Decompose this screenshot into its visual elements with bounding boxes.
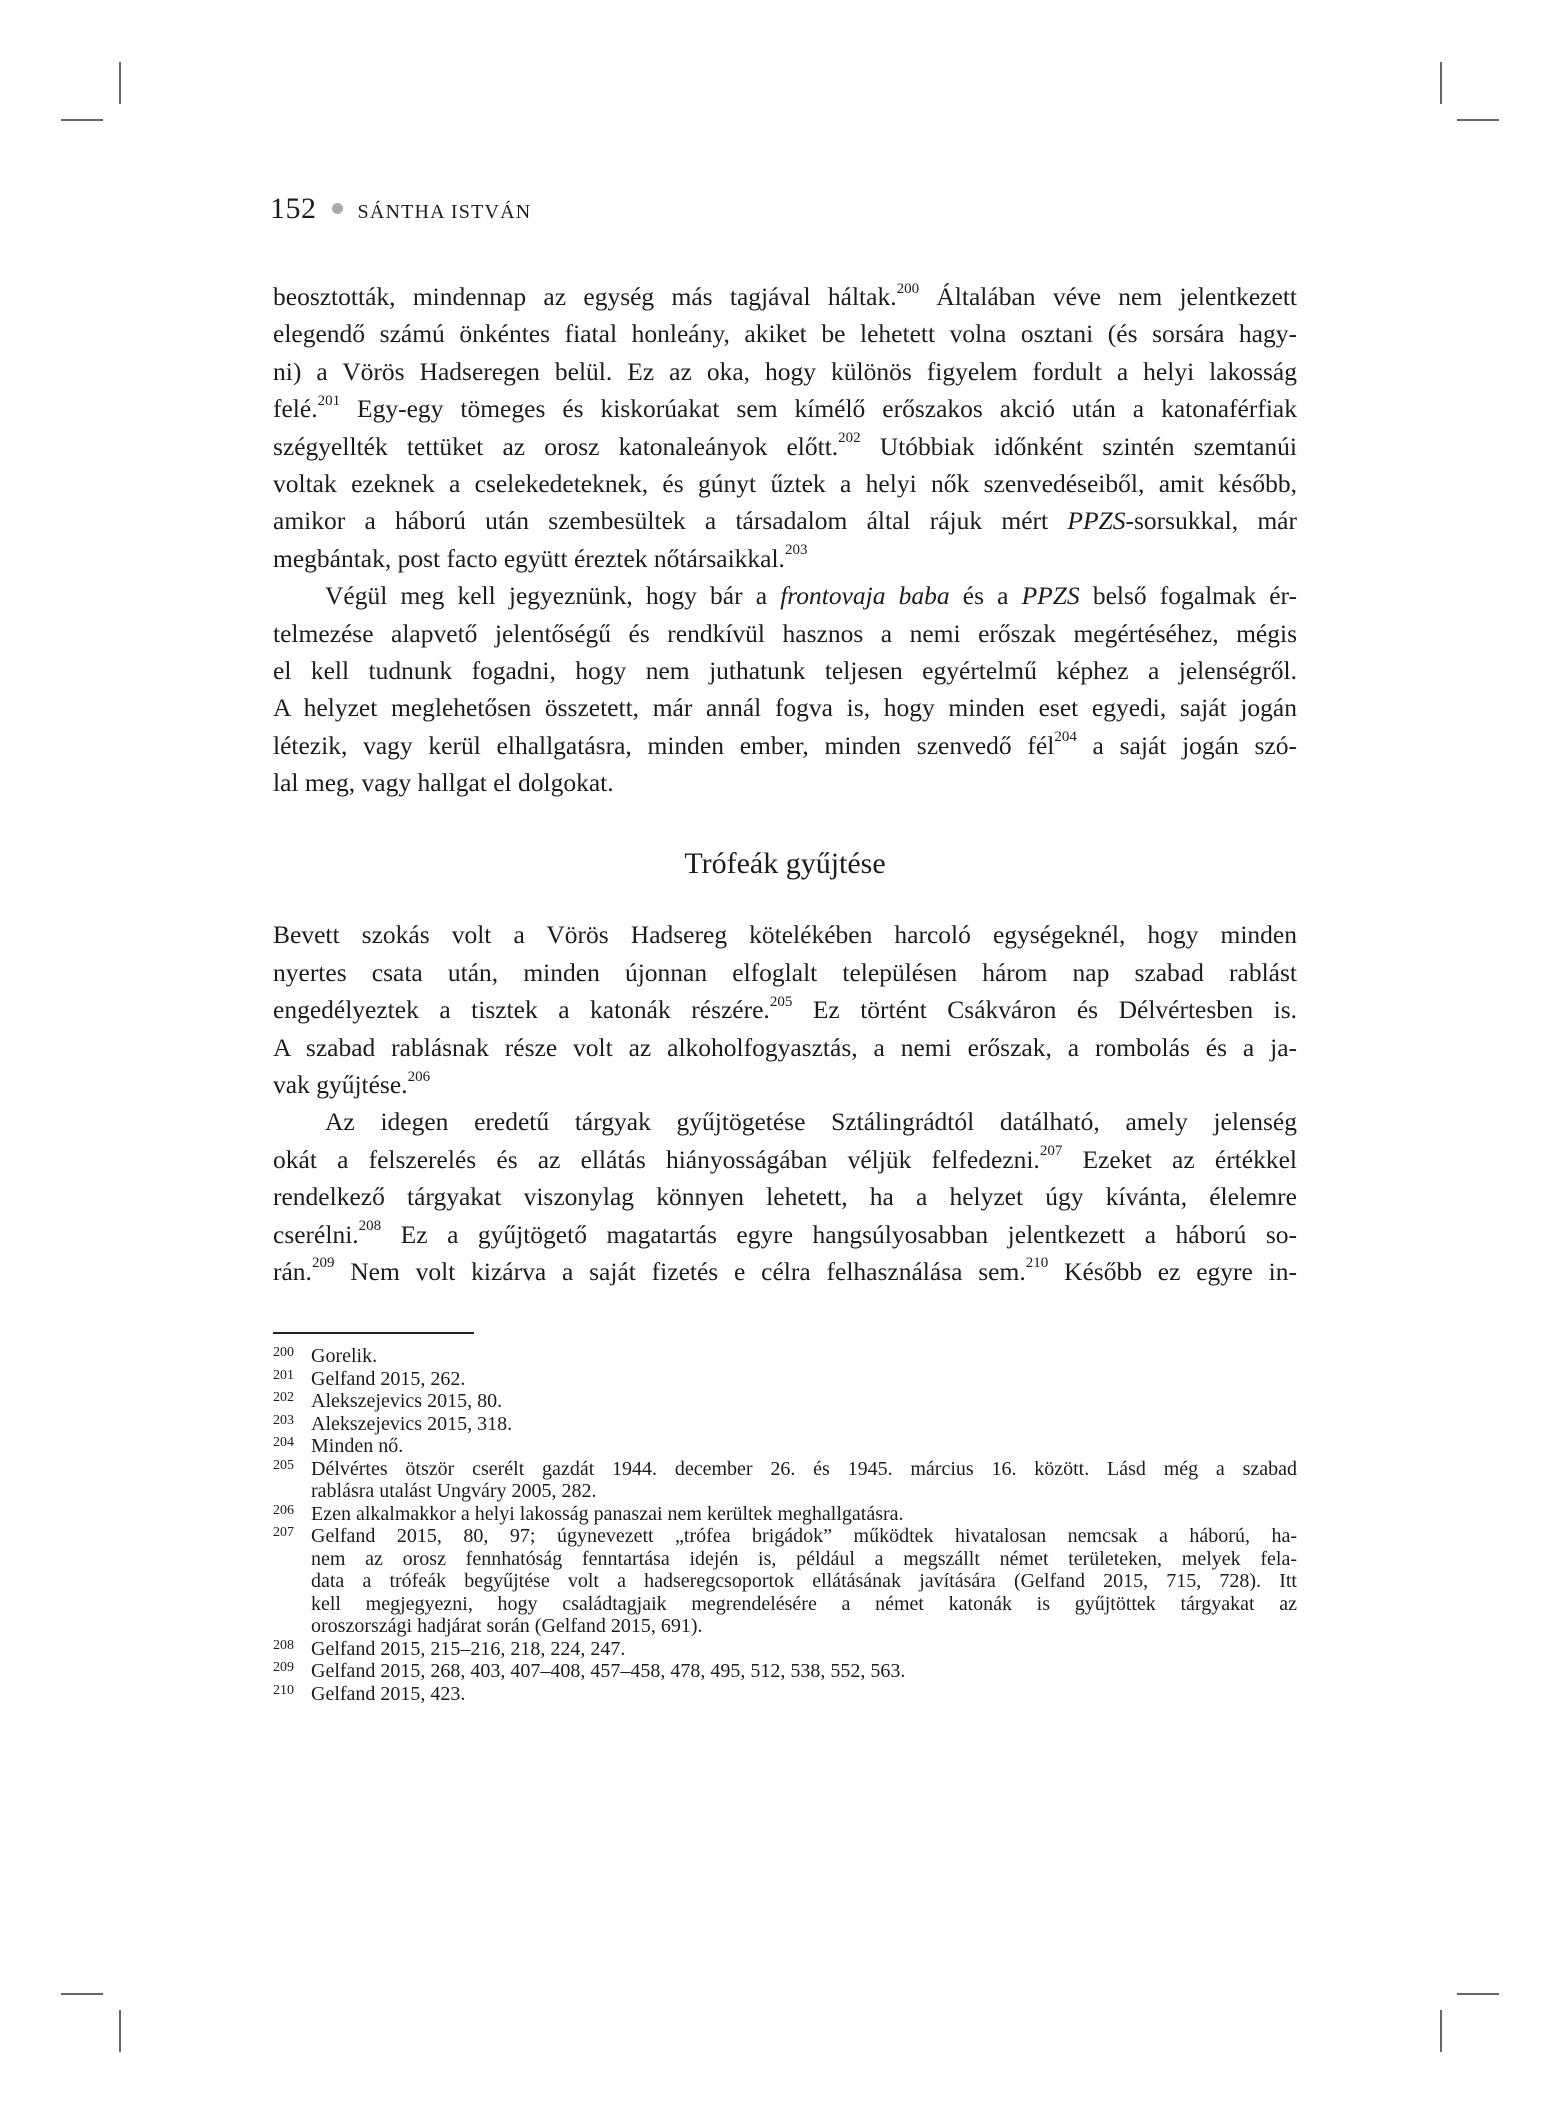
text-run: Általában véve nem jelentkezett (919, 282, 1297, 311)
footnote-item (273, 1345, 1297, 1368)
crop-mark-top-right-horizontal (1457, 119, 1499, 121)
text-run: felé. (273, 394, 318, 424)
text-run: Egy-egy tömeges és kiskorúakat sem kímélő erőszakos akció után a katonaférfiak (340, 394, 1297, 424)
footnote-line: Gelfand 2015, 215–216, 218, 224, 247. (311, 1637, 626, 1660)
footnote-line: Ezen alkalmakkor a helyi lakosság panaszai nem kerültek meghallgatásra. (311, 1502, 904, 1525)
text-line (273, 278, 1297, 315)
text-run: Végül meg kell jegyeznünk, hogy bár a (325, 581, 781, 611)
footnote-number: 203 (273, 1412, 294, 1428)
footnote-separator-rule (273, 1332, 474, 1334)
text-run: Ez a gyűjtögető magatartás egyre hangsúlyosabban jelentkezett a háború so- (381, 1219, 1297, 1249)
text-run: engedélyeztek a tisztek a katonák részére. (273, 995, 770, 1025)
text-run: amikor a háború után szembesültek a társadalom által rájuk mért (273, 506, 1068, 536)
crop-mark-top-left-horizontal (61, 119, 103, 121)
footnote-number: 202 (273, 1390, 294, 1405)
text-line (273, 954, 1297, 991)
text-line (273, 991, 1297, 1028)
footnote-item (273, 1638, 1297, 1661)
running-head (270, 192, 531, 226)
text-run: a saját jogán szó- (1076, 730, 1297, 760)
text-line (273, 1178, 1297, 1215)
text-run: -sorsukkal, már (1125, 506, 1297, 536)
text-line (273, 764, 1297, 801)
text-line (273, 1103, 1297, 1140)
footnote-text (311, 1368, 1297, 1391)
text-run: okát a felszerelés és az ellátás hiányosságában véljük felfedezni. (273, 1144, 1040, 1174)
text-run: telmezése alapvető jelentőségű és rendkívül hasznos a nemi erőszak megértéséhez, mégis (273, 618, 1297, 648)
text-line (273, 615, 1297, 652)
footnote-line: nem az orosz fennhatóság fenntartása idején is, például a megszállt német területeken, melyek fela- (311, 1547, 1297, 1570)
footnote-item (273, 1458, 1297, 1503)
text-line (273, 1141, 1297, 1178)
footnote-text (311, 1435, 1297, 1458)
footnote-line: Gelfand 2015, 423. (311, 1682, 466, 1705)
text-run: Később ez egyre in- (1048, 1256, 1297, 1286)
text-run: elegendő számú önkéntes fiatal honleány, akiket be lehetett volna osztani (és sorsára hagy- (273, 319, 1297, 349)
text-line (273, 315, 1297, 352)
footnote-line: Gelfand 2015, 80, 97; úgynevezett „trófea brigádok” működtek hivatalosan nemcsak a háború, ha- (311, 1525, 1297, 1547)
footnote-line: Gelfand 2015, 268, 403, 407–408, 457–458, 478, 495, 512, 538, 552, 563. (311, 1660, 906, 1682)
crop-mark-top-left-vertical (119, 62, 121, 104)
footnote-reference: 207 (1039, 1143, 1063, 1160)
footnote-reference: 210 (1025, 1255, 1049, 1272)
footnote-text (311, 1525, 1297, 1638)
footnote-reference: 202 (838, 430, 861, 447)
text-run: Ez történt Csákváron és Délvértesben is. (792, 995, 1297, 1025)
text-run: Bevett szokás volt a Vörös Hadsereg kötelékében harcoló egységeknél, hogy minden (273, 920, 1297, 950)
footnote-line: data a trófeák begyűjtése volt a hadseregcsoportok ellátásának javítására (Gelfand 2015, 715, 728). Itt (311, 1570, 1297, 1592)
footnote-text (311, 1683, 1297, 1706)
text-line (273, 1253, 1297, 1290)
text-run: Utóbbiak időnként szintén szemtanúi (860, 431, 1297, 461)
footnote-line: Gorelik. (311, 1345, 378, 1367)
crop-mark-bottom-right-horizontal (1457, 1993, 1499, 1995)
text-line (273, 916, 1297, 953)
crop-mark-bottom-left-vertical (119, 2010, 121, 2052)
text-run: szégyellték tettüket az orosz katonaleányok előtt. (273, 431, 839, 461)
text-line (273, 390, 1297, 427)
text-run: A helyzet meglehetősen összetett, már annál fogva is, hogy minden eset egyedi, saját jogán (273, 693, 1297, 723)
text-run: Az idegen eredetű tárgyak gyűjtögetése Sztálingrádtól datálható, amely jelenség (325, 1107, 1297, 1137)
footnote-number: 209 (273, 1660, 294, 1675)
text-run: A szabad rablásnak része volt az alkoholfogyasztás, a nemi erőszak, a rombolás és a ja- (273, 1032, 1297, 1062)
text-run: megbántak, post facto együtt éreztek nőtársaikkal. (273, 543, 785, 573)
footnote-text (311, 1413, 1297, 1436)
text-line (273, 1066, 1297, 1103)
footnote-item (273, 1413, 1297, 1436)
footnote-number: 210 (273, 1682, 294, 1698)
text-run: voltak ezeknek a cselekedeteknek, és gúnyt űztek a helyi nők szenvedéseiből, amit később, (273, 468, 1297, 498)
text-line (273, 502, 1297, 539)
footnote-text (311, 1638, 1297, 1661)
footnote-number: 208 (273, 1637, 294, 1653)
text-run: beosztották, mindennap az egység más tagjával háltak. (273, 282, 897, 311)
footnote-number: 200 (273, 1345, 294, 1360)
footnote-item (273, 1683, 1297, 1706)
text-run: létezik, vagy kerül elhallgatásra, minden ember, minden szenvedő fél (273, 730, 1055, 760)
crop-mark-bottom-right-vertical (1440, 2010, 1442, 2052)
running-head-author: SÁNTHA ISTVÁN (357, 201, 532, 223)
footnote-line: Minden nő. (311, 1435, 404, 1457)
footnote-line: Alekszejevics 2015, 80. (311, 1390, 503, 1412)
separator-dot (332, 203, 343, 214)
text-line (273, 727, 1297, 764)
spacer (273, 801, 1297, 844)
text-run: rendelkező tárgyakat viszonylag könnyen lehetett, ha a helyzet úgy kívánta, élelemre (273, 1182, 1297, 1212)
footnote-reference: 208 (358, 1218, 382, 1235)
footnote-text (311, 1660, 1297, 1683)
footnotes (273, 1345, 1297, 1705)
text-run: cserélni. (273, 1219, 359, 1249)
footnote-number: 201 (273, 1367, 294, 1383)
text-line (273, 1029, 1297, 1066)
footnote-reference: 209 (311, 1255, 335, 1272)
footnote-item (273, 1435, 1297, 1458)
italic-term: PPZS (1067, 506, 1126, 536)
footnote-line: Délvértes ötször cserélt gazdát 1944. december 26. és 1945. március 16. között. Lásd még a szabad (311, 1457, 1297, 1480)
footnote-line: kell megjegyezni, hogy családtagjaik megrendelésére a német katonák is gyűjtöttek tárgyakat az (311, 1592, 1297, 1615)
text-run: vak gyűjtése. (273, 1070, 408, 1100)
paragraphs-section-1 (273, 278, 1297, 801)
body-text (273, 278, 1297, 1290)
italic-term: frontovaja baba (780, 581, 950, 611)
text-line (273, 465, 1297, 502)
footnote-text (311, 1390, 1297, 1413)
crop-mark-top-right-vertical (1440, 62, 1442, 104)
footnote-reference: 205 (769, 993, 793, 1010)
footnote-reference: 200 (896, 280, 920, 297)
footnote-number: 205 (273, 1457, 294, 1473)
footnote-text (311, 1458, 1297, 1503)
italic-term: PPZS (1021, 581, 1080, 611)
text-run: és a (949, 581, 1022, 611)
footnote-reference: 201 (317, 392, 341, 409)
footnote-number: 206 (273, 1502, 294, 1518)
footnote-reference: 206 (407, 1068, 431, 1085)
footnote-reference: 203 (784, 542, 808, 559)
text-run: lal meg, vagy hallgat el dolgokat. (273, 768, 614, 798)
footnote-item (273, 1390, 1297, 1413)
text-line (273, 652, 1297, 689)
text-run: ni) a Vörös Hadseregen belül. Ez az oka, hogy különös figyelem fordult a helyi lakosság (273, 356, 1297, 386)
footnote-text (311, 1345, 1297, 1368)
footnote-line: Gelfand 2015, 262. (311, 1367, 466, 1390)
text-line (273, 1216, 1297, 1253)
footnote-item (273, 1525, 1297, 1638)
text-run: el kell tudnunk fogadni, hogy nem juthatunk teljesen egyértelmű képhez a jelenségről. (273, 655, 1297, 685)
text-run: belső fogalmak ér- (1079, 581, 1297, 611)
footnote-line: rablásra utalást Ungváry 2005, 282. (311, 1480, 597, 1502)
footnote-item (273, 1503, 1297, 1526)
footnote-line: Alekszejevics 2015, 318. (311, 1412, 513, 1435)
footnote-reference: 204 (1054, 729, 1077, 746)
section-heading: Trófeák gyűjtése (684, 847, 886, 881)
text-run: Ezeket az értékkel (1062, 1144, 1297, 1174)
text-line (273, 540, 1297, 577)
text-line (273, 428, 1297, 465)
footnote-number: 204 (273, 1435, 294, 1450)
paragraphs-section-2 (273, 916, 1297, 1290)
text-line (273, 353, 1297, 390)
page-number: 152 (270, 192, 317, 225)
footnote-line: oroszországi hadjárat során (Gelfand 2015, 691). (311, 1615, 703, 1637)
text-run: Nem volt kizárva a saját fizetés e célra felhasználása sem. (334, 1256, 1026, 1286)
footnote-item (273, 1660, 1297, 1683)
footnote-text (311, 1503, 1297, 1526)
text-run: rán. (273, 1256, 312, 1286)
text-run: nyertes csata után, minden újonnan elfoglalt településen három nap szabad rablást (273, 957, 1297, 987)
footnote-number: 207 (273, 1525, 294, 1540)
text-line (273, 577, 1297, 614)
crop-mark-bottom-left-horizontal (61, 1993, 103, 1995)
footnote-item (273, 1368, 1297, 1391)
text-line (273, 689, 1297, 726)
